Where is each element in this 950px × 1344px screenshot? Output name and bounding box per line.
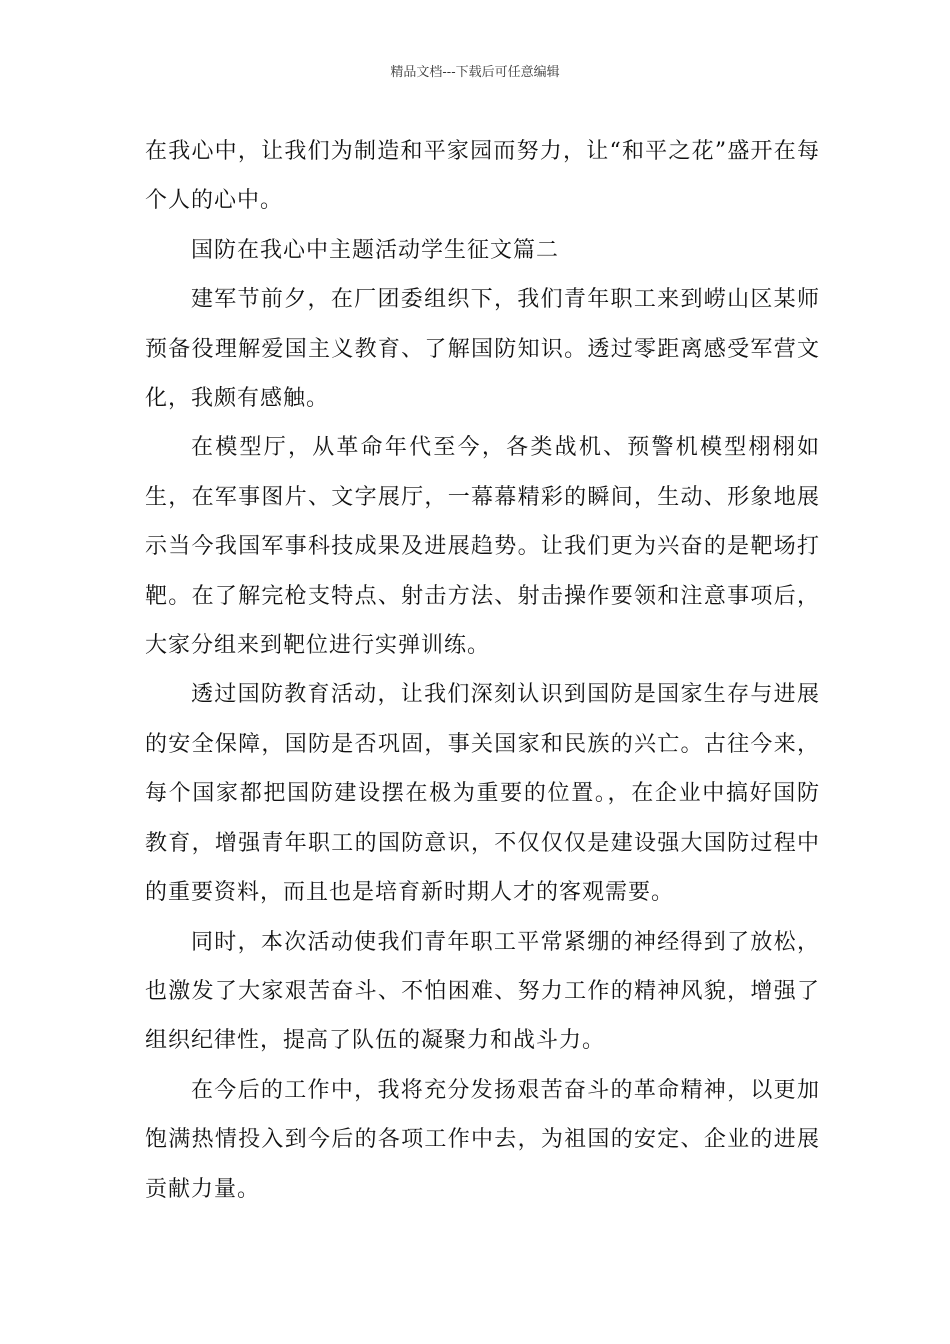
paragraph: 在模型厅，从革命年代至今，各类战机、预警机模型栩栩如生，在军事图片、文字展厅，一幕幕精彩的瞬间，生动、形象地展示当今我国军事科技成果及进展趋势。让我们更为兴奋的是靶场打靶。在了解完枪支特点、射击方法、射击操作要领和注意事项后，大家分组来到靶位进行实弹训练。	[145, 435, 820, 659]
section-title: 国防在我心中主题活动学生征文篇二	[191, 237, 560, 263]
paragraph: 透过国防教育活动，让我们深刻认识到国防是国家生存与进展的安全保障，国防是否巩固，事关国家和民族的兴亡。古往今来，每个国家都把国防建设摆在极为重要的位置。，在企业中搞好国防教育，增强青年职工的国防意识，不仅仅仅是建设强大国防过程中的重要资料，而且也是培育新时期人才的客观需要。	[145, 682, 820, 906]
page-header: 精品文档---下载后可任意编辑	[390, 65, 560, 80]
paragraph: 建军节前夕，在厂团委组织下，我们青年职工来到崂山区某师预备役理解爱国主义教育、了解国防知识。透过零距离感受军营文化，我颇有感触。	[145, 287, 820, 412]
paragraph: 同时，本次活动使我们青年职工平常紧绷的神经得到了放松，也激发了大家艰苦奋斗、不怕困难、努力工作的精神风貌，增强了组织纪律性，提高了队伍的凝聚力和战斗力。	[145, 929, 820, 1054]
paragraph-continuation: 在我心中，让我们为制造和平家园而努力，让“和平之花”盛开在每个人的心中。	[145, 139, 820, 214]
paragraph: 在今后的工作中，我将充分发扬艰苦奋斗的革命精神，以更加饱满热情投入到今后的各项工作中去，为祖国的安定、企业的进展贡献力量。	[145, 1077, 820, 1202]
document-body	[145, 127, 820, 1214]
